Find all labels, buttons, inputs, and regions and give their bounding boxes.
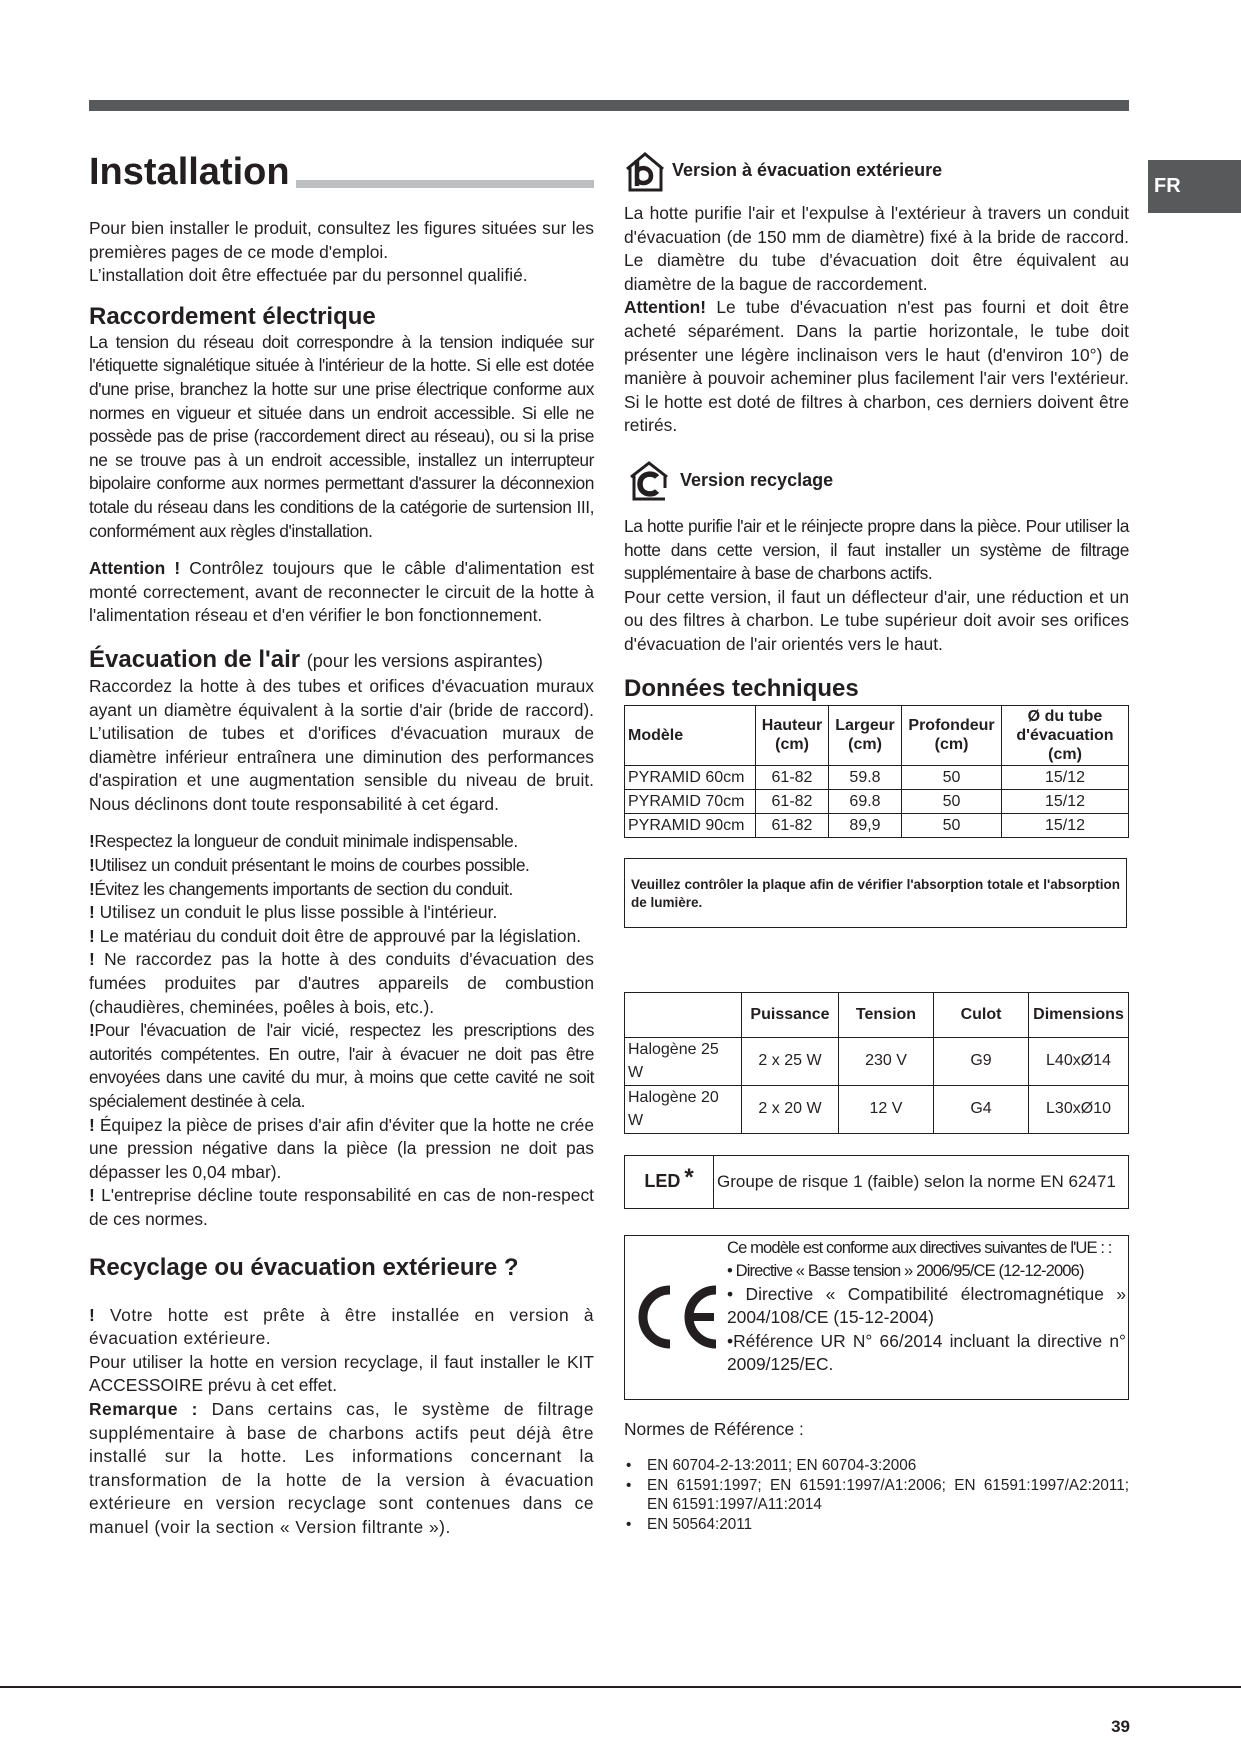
table-header-row [625, 705, 1129, 765]
table-header-row [625, 992, 1129, 1037]
table-cell: 15/12 [1002, 813, 1129, 837]
table-cell: 89,9 [829, 813, 902, 837]
ce-conformity-box [624, 1235, 1129, 1400]
page-number: 39 [1111, 1717, 1130, 1736]
recycle-body-2: Pour cette version, il faut un déflecteur d'air, une réduction et un ou des filtres à charbon. Le tube supérieur doit avoir ses orifices d'évacuation de l'air orientés vers le haut. [624, 586, 1129, 654]
list-item: ! Ne raccordez pas la hotte à des conduits d'évacuation des fumées produites par d'autres appareils de combustion (chaudières, cheminées, poêles à bois, etc.). [89, 949, 594, 1017]
ce-intro: Ce modèle est conforme aux directives suivantes de l'UE : : [727, 1237, 1112, 1257]
page-title: Installation [89, 151, 290, 193]
asterisk-mark: * [684, 1164, 694, 1192]
recycling-remark: Remarque : Dans certains cas, le système de filtrage supplémentaire à base de charbons actifs peut déjà être installé sur la hotte. Les informations concernant la transformation de la hotte de la version à évacuation extérieure en version recyclage sont contenues dans ce manuel (voir la section « Version filtrante »). [89, 1398, 594, 1537]
lamp-table [624, 992, 1129, 1134]
attention-label: Attention ! [89, 558, 181, 579]
list-item: • EN 50564:2011 [626, 1515, 753, 1533]
table-cell: 15/12 [1002, 765, 1129, 789]
table-cell: 12 V [839, 1085, 934, 1133]
language-tab: FR [1148, 160, 1241, 213]
list-item: • EN 61591:1997; EN 61591:1997/A1:2006; EN 61591:1997/A2:2011; EN 61591:1997/A11:2014 [626, 1476, 1129, 1514]
evacuation-rules [89, 830, 594, 1231]
evacuation-heading: Évacuation de l'air (pour les versions aspirantes) [89, 645, 543, 673]
table-cell: 69.8 [829, 789, 902, 813]
exterior-body: La hotte purifie l'air et l'expulse à l'extérieur à travers un conduit d'évacuation (de 150 mm de diamètre) fixé à la bride de raccord. Le diamètre du tube d'évacuation doit être équivalent au diamètre de la bague de raccordement. [624, 203, 1129, 294]
list-item: !Respectez la longueur de conduit minimale indispensable. [89, 831, 518, 852]
ce-directive-1: • Directive « Basse tension » 2006/95/CE (12-12-2006) [727, 1261, 1084, 1281]
title-underline [296, 180, 594, 188]
list-item: !Pour l'évacuation de l'air vicié, respectez les prescriptions des autorités compétentes. En outre, l'air à évacuer ne doit pas être envoyées dans une cavité du mur, à moins que cette cavité ne soit spécialement destinée à cela. [89, 1020, 594, 1111]
absorption-note: Veuillez contrôler la plaque afin de vérifier l'absorption totale et l'absorption de lumière. [624, 858, 1127, 928]
table-cell: 59.8 [829, 765, 902, 789]
list-item: ! Équipez la pièce de prises d'air afin d'éviter que la hotte ne crée une pression négative dans la pièce (la pression ne doit pas dépasser les 0,04 mbar). [89, 1114, 594, 1182]
table-cell: 15/12 [1002, 789, 1129, 813]
attention-label: Attention! [624, 297, 707, 318]
tech-table [624, 705, 1129, 838]
table-cell: Halogène 25 W [625, 1037, 742, 1085]
table-cell: PYRAMID 70cm [625, 789, 756, 813]
led-risk-box [624, 1155, 1129, 1209]
recycling-line-1: ! Votre hotte est prête à être installée en version à évacuation extérieure. [89, 1304, 594, 1349]
recycle-body-1: La hotte purifie l'air et le réinjecte propre dans la pièce. Pour utiliser la hotte dans cette version, il faut installer un système de filtrage supplémentaire à base de charbons actifs. [624, 515, 1129, 584]
list-item: ! L'entreprise décline toute responsabilité en cas de non-respect de ces normes. [89, 1185, 594, 1229]
list-item: • EN 60704-2-13:2011; EN 60704-3:2006 [626, 1457, 917, 1475]
col-header: Dimensions [1029, 992, 1129, 1037]
tech-heading: Données techniques [624, 674, 859, 702]
list-item: ! Utilisez un conduit le plus lisse possible à l'intérieur. [89, 902, 498, 923]
recycling-heading: Recyclage ou évacuation extérieure ? [89, 1253, 519, 1281]
table-cell: 230 V [839, 1037, 934, 1085]
ce-directive-3: •Référence UR N° 66/2014 incluant la directive n° 2009/125/EC. [727, 1330, 1126, 1375]
recycling-line-2: Pour utiliser la hotte en version recyclage, il faut installer le KIT ACCESSOIRE prévu à cet effet. [89, 1351, 594, 1396]
table-cell: 61-82 [756, 765, 829, 789]
bottom-rule [0, 1686, 1241, 1688]
page-title-block [89, 150, 594, 194]
list-item: !Utilisez un conduit présentant le moins de courbes possible. [89, 855, 530, 876]
evacuation-heading-note: (pour les versions aspirantes) [306, 650, 543, 671]
recycle-version-heading: Version recyclage [624, 460, 1129, 502]
table-cell: 61-82 [756, 813, 829, 837]
electrical-heading: Raccordement électrique [89, 302, 376, 330]
table-cell: G4 [934, 1085, 1029, 1133]
table-row [625, 813, 1129, 837]
table-cell: 2 x 20 W [742, 1085, 839, 1133]
top-rule [89, 100, 1129, 111]
table-cell: PYRAMID 60cm [625, 765, 756, 789]
list-item: ! Le matériau du conduit doit être de approuvé par la législation. [89, 925, 582, 946]
col-header: Tension [839, 992, 934, 1037]
led-risk-text: Groupe de risque 1 (faible) selon la norme EN 62471 [717, 1172, 1116, 1192]
table-row [625, 1037, 1129, 1085]
col-header: Modèle [625, 705, 756, 765]
table-cell: 50 [902, 813, 1002, 837]
ce-directive-2: • Directive « Compatibilité électromagnétique » 2004/108/CE (15-12-2004) [727, 1283, 1126, 1328]
col-header: Hauteur (cm) [756, 705, 829, 765]
electrical-attention: Attention ! Contrôlez toujours que le câble d'alimentation est monté correctement, avant de reconnecter le circuit de la hotte à l'alimentation réseau et d'en vérifier le bon fonctionnement. [89, 558, 594, 626]
table-row [625, 765, 1129, 789]
exterior-vent-icon [624, 150, 666, 192]
exterior-version-heading: Version à évacuation extérieure [624, 150, 1129, 192]
right-column [624, 150, 1129, 1534]
intro-text-1: Pour bien installer le produit, consultez les figures situées sur les premières pages de ce mode d'emploi. [89, 218, 594, 262]
ce-mark-icon [630, 1282, 722, 1352]
exterior-attention: Attention! Le tube d'évacuation n'est pas fourni et doit être acheté séparément. Dans la partie horizontale, le tube doit présenter une légère inclinaison vers le haut (d'environ 10°) de manière à pouvoir acheminer plus facilement l'air vers l'extérieur. Si le hotte est doté de filtres à charbon, ces derniers doivent être retirés. [624, 297, 1129, 436]
col-header: Culot [934, 992, 1029, 1037]
remark-label: Remarque : [89, 1398, 198, 1419]
table-cell: 50 [902, 789, 1002, 813]
table-cell: L30xØ10 [1029, 1085, 1129, 1133]
norms-heading: Normes de Référence : [624, 1418, 804, 1439]
col-header: Ø du tube d'évacuation (cm) [1002, 705, 1129, 765]
table-cell: 2 x 25 W [742, 1037, 839, 1085]
table-cell: PYRAMID 90cm [625, 813, 756, 837]
table-cell: 50 [902, 765, 1002, 789]
left-column [89, 150, 594, 1540]
led-label: LED * [625, 1156, 714, 1208]
table-cell: Halogène 20 W [625, 1085, 742, 1133]
intro-text-2: L’installation doit être effectuée par du personnel qualifié. [89, 265, 528, 286]
col-header: Largeur (cm) [829, 705, 902, 765]
table-cell: G9 [934, 1037, 1029, 1085]
norms-list [624, 1456, 1129, 1534]
col-header: Profondeur (cm) [902, 705, 1002, 765]
recycle-vent-icon [624, 460, 674, 502]
evacuation-body: Raccordez la hotte à des tubes et orifices d'évacuation muraux ayant un diamètre équivalent à la sortie d'air (bride de raccord). L’utilisation de tubes et d'orifices d'évacuation muraux de diamètre inférieur entraînera une diminution des performances d'aspiration et une augmentation sensible du niveau de bruit. Nous déclinons dont toute responsabilité à cet égard. [89, 675, 594, 814]
col-header: Puissance [742, 992, 839, 1037]
table-row [625, 1085, 1129, 1133]
table-cell: L40xØ14 [1029, 1037, 1129, 1085]
col-header [625, 992, 742, 1037]
table-row [625, 789, 1129, 813]
table-cell: 61-82 [756, 789, 829, 813]
list-item: !Évitez les changements importants de section du conduit. [89, 878, 513, 899]
electrical-body: La tension du réseau doit correspondre à la tension indiquée sur l'étiquette signalétique située à l'intérieur de la hotte. Si elle est dotée d'une prise, branchez la hotte sur une prise électrique conforme aux normes en vigueur et située dans un endroit accessible. Si elle ne possède pas de prise (raccordement direct au réseau), ou si la prise ne se trouve pas à un endroit accessible, installez un interrupteur bipolaire conforme aux normes permettant d'assurer la déconnexion totale du réseau dans les conditions de la catégorie de surtension III, conformément aux règles d'installation. [89, 331, 594, 541]
